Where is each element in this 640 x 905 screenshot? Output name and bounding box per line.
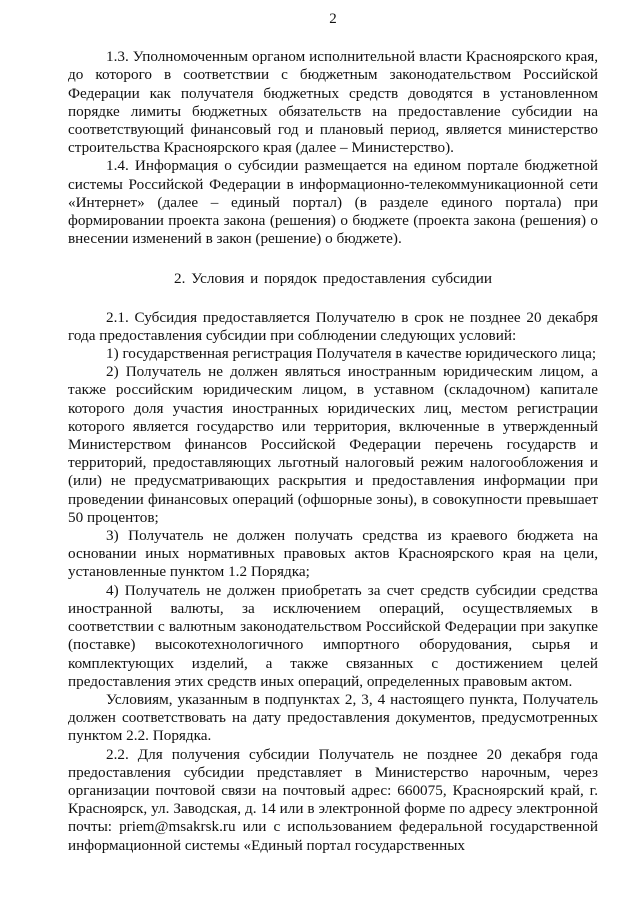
paragraph-2-1-conditions: Условиям, указанным в подпунктах 2, 3, 4 настоящего пункта, Получатель должен соответствовать на дату предоставления документов, предусмотренных пунктом 2.2. Порядка. bbox=[68, 690, 598, 745]
paragraph-2-2: 2.2. Для получения субсидии Получатель не позднее 20 декабря года предоставления субсидии представляет в Министерство нарочным, через организации почтовой связи на почтовый адрес: 660075, Красноярский край, г. Красноярск, ул. Заводская, д. 14 или в электронной форме по адресу электронной почты: priem@msakrsk.ru или с использованием федеральной государственной информационной системы «Единый портал государственных bbox=[68, 745, 598, 854]
page-number: 2 bbox=[329, 11, 337, 27]
paragraph-2-1-item-2: 2) Получатель не должен являться иностранным юридическим лицом, а также российским юридическим лицом, в уставном (складочном) капитале которого доля участия иностранных юридических лиц, местом регистрации которого является государство или территория, включенные в утвержденный Министерством финансов Российской Федерации перечень государств и территорий, предоставляющих льготный налоговый режим налогообложения и (или) не предусматривающих раскрытия и предоставления информации при проведении финансовых операций (офшорные зоны), в совокупности превышает 50 процентов; bbox=[68, 363, 598, 526]
paragraph-2-1-item-4: 4) Получатель не должен приобретать за счет средств субсидии средства иностранной валюты, за исключением операций, осуществляемых в соответствии с валютным законодательством Российской Федерации при закупке (поставке) высокотехнологичного импортного оборудования, сырья и комплектующих изделий, а также связанных с достижением целей предоставления этих средств иных операций, определенных правовым актом. bbox=[68, 581, 598, 690]
paragraph-2-1-item-3: 3) Получатель не должен получать средства из краевого бюджета на основании иных нормативных правовых актов Красноярского края на цели, установленные пунктом 1.2 Порядка; bbox=[68, 527, 598, 581]
paragraph-2-1-item-1: 1) государственная регистрация Получателя в качестве юридического лица; bbox=[106, 345, 597, 363]
paragraph-2-1: 2.1. Субсидия предоставляется Получателю в срок не позднее 20 декабря года предоставления субсидии при соблюдении следующих условий: bbox=[68, 308, 598, 344]
section-title: 2. Условия и порядок предоставления субсидии bbox=[174, 270, 492, 288]
paragraph-1-3: 1.3. Уполномоченным органом исполнительной власти Красноярского края, до которого в соответствии с бюджетным законодательством Российской Федерации как получателя бюджетных средств доводятся в установленном порядке лимиты бюджетных обязательств на предоставление субсидии на соответствующий финансовый год и плановый период, является министерство строительства Красноярского края (далее – Министерство). bbox=[68, 48, 598, 157]
paragraph-1-4: 1.4. Информация о субсидии размещается на едином портале бюджетной системы Российской Федерации в информационно-телекоммуникационной сети «Интернет» (далее – единый портал) (в разделе единого портала) при формировании проекта закона (решения) о бюджете (проекта закона (решения) о внесении изменений в закон (решение) о бюджете). bbox=[68, 157, 598, 248]
